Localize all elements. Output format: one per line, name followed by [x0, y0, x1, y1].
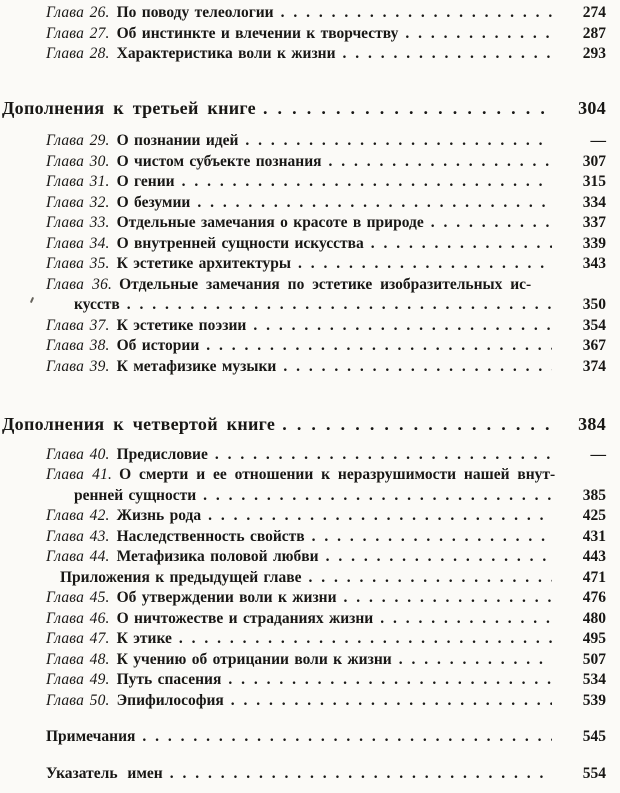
entry-title: О чистом субъекте познания	[116, 152, 322, 170]
dot-leader	[312, 527, 552, 548]
toc-entry	[0, 670, 606, 691]
entry-page-number: 287	[582, 24, 606, 42]
entry-page-number: —	[590, 445, 606, 463]
entry-page-number: 374	[582, 357, 606, 375]
toc-entry	[0, 234, 606, 255]
entry-title: Метафизика половой любви	[116, 548, 319, 565]
entry-page-number: 534	[582, 671, 606, 688]
dot-leader	[203, 486, 552, 507]
dot-leader	[142, 727, 552, 748]
entry-page-number: 384	[578, 414, 606, 434]
entry-page-number: 334	[582, 193, 606, 211]
entry-page-number: 350	[582, 296, 606, 313]
entry-page-number: 343	[582, 255, 606, 272]
toc-entry	[0, 506, 606, 527]
toc-entry	[0, 3, 606, 24]
entry-page-number: 339	[582, 234, 606, 252]
entry-title: О смерти и ее отношении к неразрушимости нашей внут-	[119, 466, 556, 483]
toc-entry-continuation-line	[0, 295, 606, 316]
entry-title: Об истории	[116, 337, 200, 354]
entry-page-number: 545	[582, 728, 606, 745]
entry-title: К учению об отрицании воли к жизни	[116, 650, 392, 668]
toc-section-heading	[0, 414, 606, 435]
entry-page-number: 425	[582, 507, 606, 524]
dot-leader	[206, 336, 552, 357]
toc-standalone-entry	[0, 764, 606, 785]
dot-leader	[228, 670, 552, 691]
dot-leader	[283, 357, 552, 378]
toc-entry	[0, 691, 606, 712]
toc-entry-continuation-line	[0, 486, 606, 507]
entry-title: Примечания	[46, 728, 136, 745]
entry-page-number: 293	[582, 45, 606, 62]
dot-leader	[326, 547, 552, 568]
entry-title: К эстетике поэзии	[116, 316, 247, 334]
entry-page-number: 554	[582, 764, 606, 782]
toc-entry	[0, 44, 606, 65]
chapter-number-label: Глава 50.	[46, 691, 110, 709]
chapter-number-label: Глава 26.	[46, 4, 110, 21]
chapter-number-label: Глава 39.	[46, 357, 110, 375]
toc-entry	[0, 193, 606, 214]
entry-page-number: 304	[578, 97, 606, 118]
entry-title: Путь спасения	[116, 671, 222, 688]
dot-leader	[309, 568, 553, 589]
entry-title: О внутренней сущности искусства	[116, 234, 364, 252]
dot-leader	[329, 152, 552, 173]
dot-leader	[282, 414, 552, 435]
entry-page-number: 480	[582, 609, 606, 627]
chapter-number-label: Глава 30.	[46, 152, 110, 170]
dot-leader	[344, 588, 552, 609]
entry-page-number: 507	[582, 650, 606, 668]
dot-leader	[263, 98, 552, 119]
chapter-number-label: Глава 36.	[46, 275, 113, 293]
toc-entry	[0, 629, 606, 650]
entry-title: По поводу телеологии	[116, 4, 274, 21]
entry-page-number: 539	[582, 691, 606, 709]
entry-page-number: 443	[582, 548, 606, 565]
chapter-number-label: Глава 38.	[46, 337, 110, 354]
dot-leader	[208, 506, 552, 527]
chapter-number-label: Глава 35.	[46, 255, 110, 272]
toc-entry	[0, 650, 606, 671]
entry-title-continuation: кусств	[74, 296, 120, 313]
chapter-number-label: Глава 28.	[46, 45, 110, 62]
entry-page-number: 307	[582, 152, 606, 170]
toc-entry	[0, 213, 606, 234]
chapter-number-label: Глава 46.	[46, 609, 110, 627]
entry-title: Отдельные замечания по эстетике изобразительных ис-	[119, 275, 532, 293]
entry-page-number: 471	[582, 568, 606, 586]
toc-subentry	[0, 568, 606, 589]
chapter-number-label: Глава 40.	[46, 445, 110, 463]
dot-leader	[399, 650, 552, 671]
entry-page-number: 354	[582, 316, 606, 334]
toc-entry	[0, 445, 606, 466]
chapter-number-label: Глава 33.	[46, 214, 110, 231]
toc-entry	[0, 357, 606, 378]
entry-page-number: 495	[582, 630, 606, 647]
chapter-number-label: Глава 27.	[46, 24, 110, 42]
toc-entry	[0, 527, 606, 548]
chapter-number-label: Глава 34.	[46, 234, 110, 252]
chapter-number-label: Глава 47.	[46, 630, 110, 647]
entry-title: О гении	[116, 173, 175, 190]
dot-leader	[245, 131, 552, 152]
dot-leader	[231, 691, 552, 712]
entry-page-number: 337	[582, 214, 606, 231]
entry-title: Характеристика воли к жизни	[116, 45, 336, 62]
entry-title: Приложения к предыдущей главе	[60, 568, 302, 586]
chapter-number-label: Глава 32.	[46, 193, 110, 211]
dot-leader	[343, 44, 552, 65]
dot-leader	[298, 254, 552, 275]
entry-title: О безумии	[116, 193, 191, 211]
entry-page-number: 315	[582, 173, 606, 190]
dot-leader	[371, 234, 552, 255]
toc-entry	[0, 152, 606, 173]
entry-page-number: 367	[582, 337, 606, 354]
toc-entry-first-line	[0, 275, 606, 296]
dot-leader	[431, 213, 552, 234]
toc-entry	[0, 609, 606, 630]
chapter-number-label: Глава 31.	[46, 173, 110, 190]
entry-title: Жизнь рода	[116, 507, 202, 524]
toc-entry	[0, 254, 606, 275]
entry-title: Об инстинкте и влечении к творчеству	[116, 24, 399, 42]
toc-section-heading	[0, 98, 606, 119]
entry-title: Отдельные замечания о красоте в природе	[116, 214, 424, 231]
entry-title: О ничтожестве и страданиях жизни	[116, 609, 374, 627]
entry-title: Об утверждении воли к жизни	[116, 589, 337, 606]
toc-entry	[0, 131, 606, 152]
entry-title: Эпифилософия	[116, 691, 224, 709]
entry-title: О познании идей	[116, 132, 239, 149]
entry-page-number: 274	[582, 4, 606, 21]
chapter-number-label: Глава 44.	[46, 548, 110, 565]
toc-entry	[0, 24, 606, 45]
toc-standalone-entry	[0, 727, 606, 748]
entry-title: К этике	[116, 630, 172, 647]
chapter-number-label: Глава 42.	[46, 507, 110, 524]
chapter-number-label: Глава 43.	[46, 527, 110, 545]
dot-leader	[179, 629, 552, 650]
dot-leader	[215, 445, 552, 466]
entry-page-number: 431	[582, 527, 606, 545]
entry-page-number: 385	[582, 486, 606, 504]
chapter-number-label: Глава 48.	[46, 650, 110, 668]
dot-leader	[405, 24, 552, 45]
dot-leader	[281, 3, 552, 24]
toc-entry	[0, 172, 606, 193]
entry-title: К эстетике архитектуры	[116, 255, 292, 272]
dot-leader	[182, 172, 552, 193]
chapter-number-label: Глава 49.	[46, 671, 110, 688]
chapter-number-label: Глава 37.	[46, 316, 110, 334]
section-title: Дополнения к третьей книге	[2, 97, 256, 118]
dot-leader	[197, 193, 552, 214]
dot-leader	[380, 609, 552, 630]
entry-title: Предисловие	[116, 445, 208, 463]
chapter-number-label: Глава 41.	[46, 466, 113, 483]
chapter-number-label: Глава 29.	[46, 132, 110, 149]
dot-leader	[253, 316, 552, 337]
toc-entry	[0, 316, 606, 337]
toc-entry	[0, 588, 606, 609]
entry-title-continuation: ренней сущности	[74, 486, 197, 504]
dot-leader	[170, 764, 552, 785]
toc-entry	[0, 336, 606, 357]
dot-leader	[127, 295, 552, 316]
section-title: Дополнения к четвертой книге	[2, 414, 276, 434]
entry-page-number: 476	[582, 589, 606, 606]
entry-title: Наследственность свойств	[116, 527, 305, 545]
entry-title: Указатель имен	[46, 764, 163, 782]
entry-page-number: —	[590, 132, 606, 149]
entry-title: К метафизике музыки	[116, 357, 277, 375]
toc-entry-first-line	[0, 465, 606, 486]
chapter-number-label: Глава 45.	[46, 589, 110, 606]
toc-entry	[0, 547, 606, 568]
